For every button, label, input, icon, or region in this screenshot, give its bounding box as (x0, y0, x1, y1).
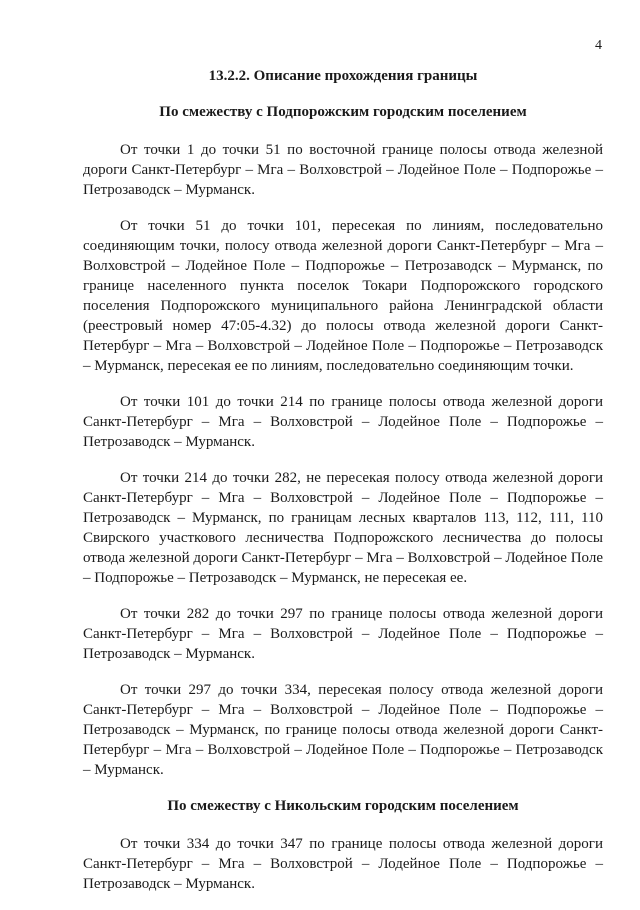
boundary-paragraph: От точки 334 до точки 347 по границе полосы отвода железной дороги Санкт-Петербург – Мга – Волховстрой – Лодейное Поле – Подпорожье – Петрозаводск – Мурманск. (83, 836, 603, 892)
page-number: 4 (595, 38, 602, 53)
subsection-title-podporozhskoe: По смежеству с Подпорожским городским поселением (159, 104, 527, 120)
subsection-title-nikolskoe: По смежеству с Никольским городским поселением (167, 798, 519, 814)
boundary-paragraph: От точки 101 до точки 214 по границе полосы отвода железной дороги Санкт-Петербург – Мга – Волховстрой – Лодейное Поле – Подпорожье – Петрозаводск – Мурманск. (83, 394, 603, 450)
scan-margin-mark (630, 316, 636, 346)
boundary-paragraph: От точки 214 до точки 282, не пересекая полосу отвода железной дороги Санкт-Петербург – Мга – Волховстрой – Лодейное Поле – Подпорожье – Петрозаводск – Мурманск, по границам лесных кварталов 113, 112, 111, 110 Свирского участкового лесничества Подпорожского лесничества до полосы отвода железной дороги Санкт-Петербург – Мга – Волховстрой – Лодейное Поле – Подпорожье – Петрозаводск – Мурманск, не пересекая ее. (83, 470, 603, 586)
boundary-paragraph: От точки 51 до точки 101, пересекая по линиям, последовательно соединяющим точки, полосу отвода железной дороги Санкт-Петербург – Мга – Волховстрой – Лодейное Поле – Подпорожье – Петрозаводск – Мурманск, по границе населенного пункта поселок Токари Подпорожского городского поселения Подпорожского муниципального района Ленинградской области (реестровый номер 47:05-4.32) до полосы отвода железной дороги Санкт-Петербург – Мга – Волховстрой – Лодейное Поле – Подпорожье – Петрозаводск – Мурманск, пересекая ее по линиям, последовательно соединяющим точки. (83, 218, 603, 374)
document-body (83, 66, 603, 910)
boundary-paragraph: От точки 282 до точки 297 по границе полосы отвода железной дороги Санкт-Петербург – Мга – Волховстрой – Лодейное Поле – Подпорожье – Петрозаводск – Мурманск. (83, 606, 603, 662)
boundary-paragraph: От точки 297 до точки 334, пересекая полосу отвода железной дороги Санкт-Петербург – Мга – Волховстрой – Лодейное Поле – Подпорожье – Петрозаводск – Мурманск, по границе полосы отвода железной дороги Санкт-Петербург – Мга – Волховстрой – Лодейное Поле – Подпорожье – Петрозаводск – Мурманск. (83, 682, 603, 778)
boundary-paragraph: От точки 1 до точки 51 по восточной границе полосы отвода железной дороги Санкт-Петербург – Мга – Волховстрой – Лодейное Поле – Подпорожье – Петрозаводск – Мурманск. (83, 142, 603, 198)
section-title: 13.2.2. Описание прохождения границы (208, 68, 478, 84)
